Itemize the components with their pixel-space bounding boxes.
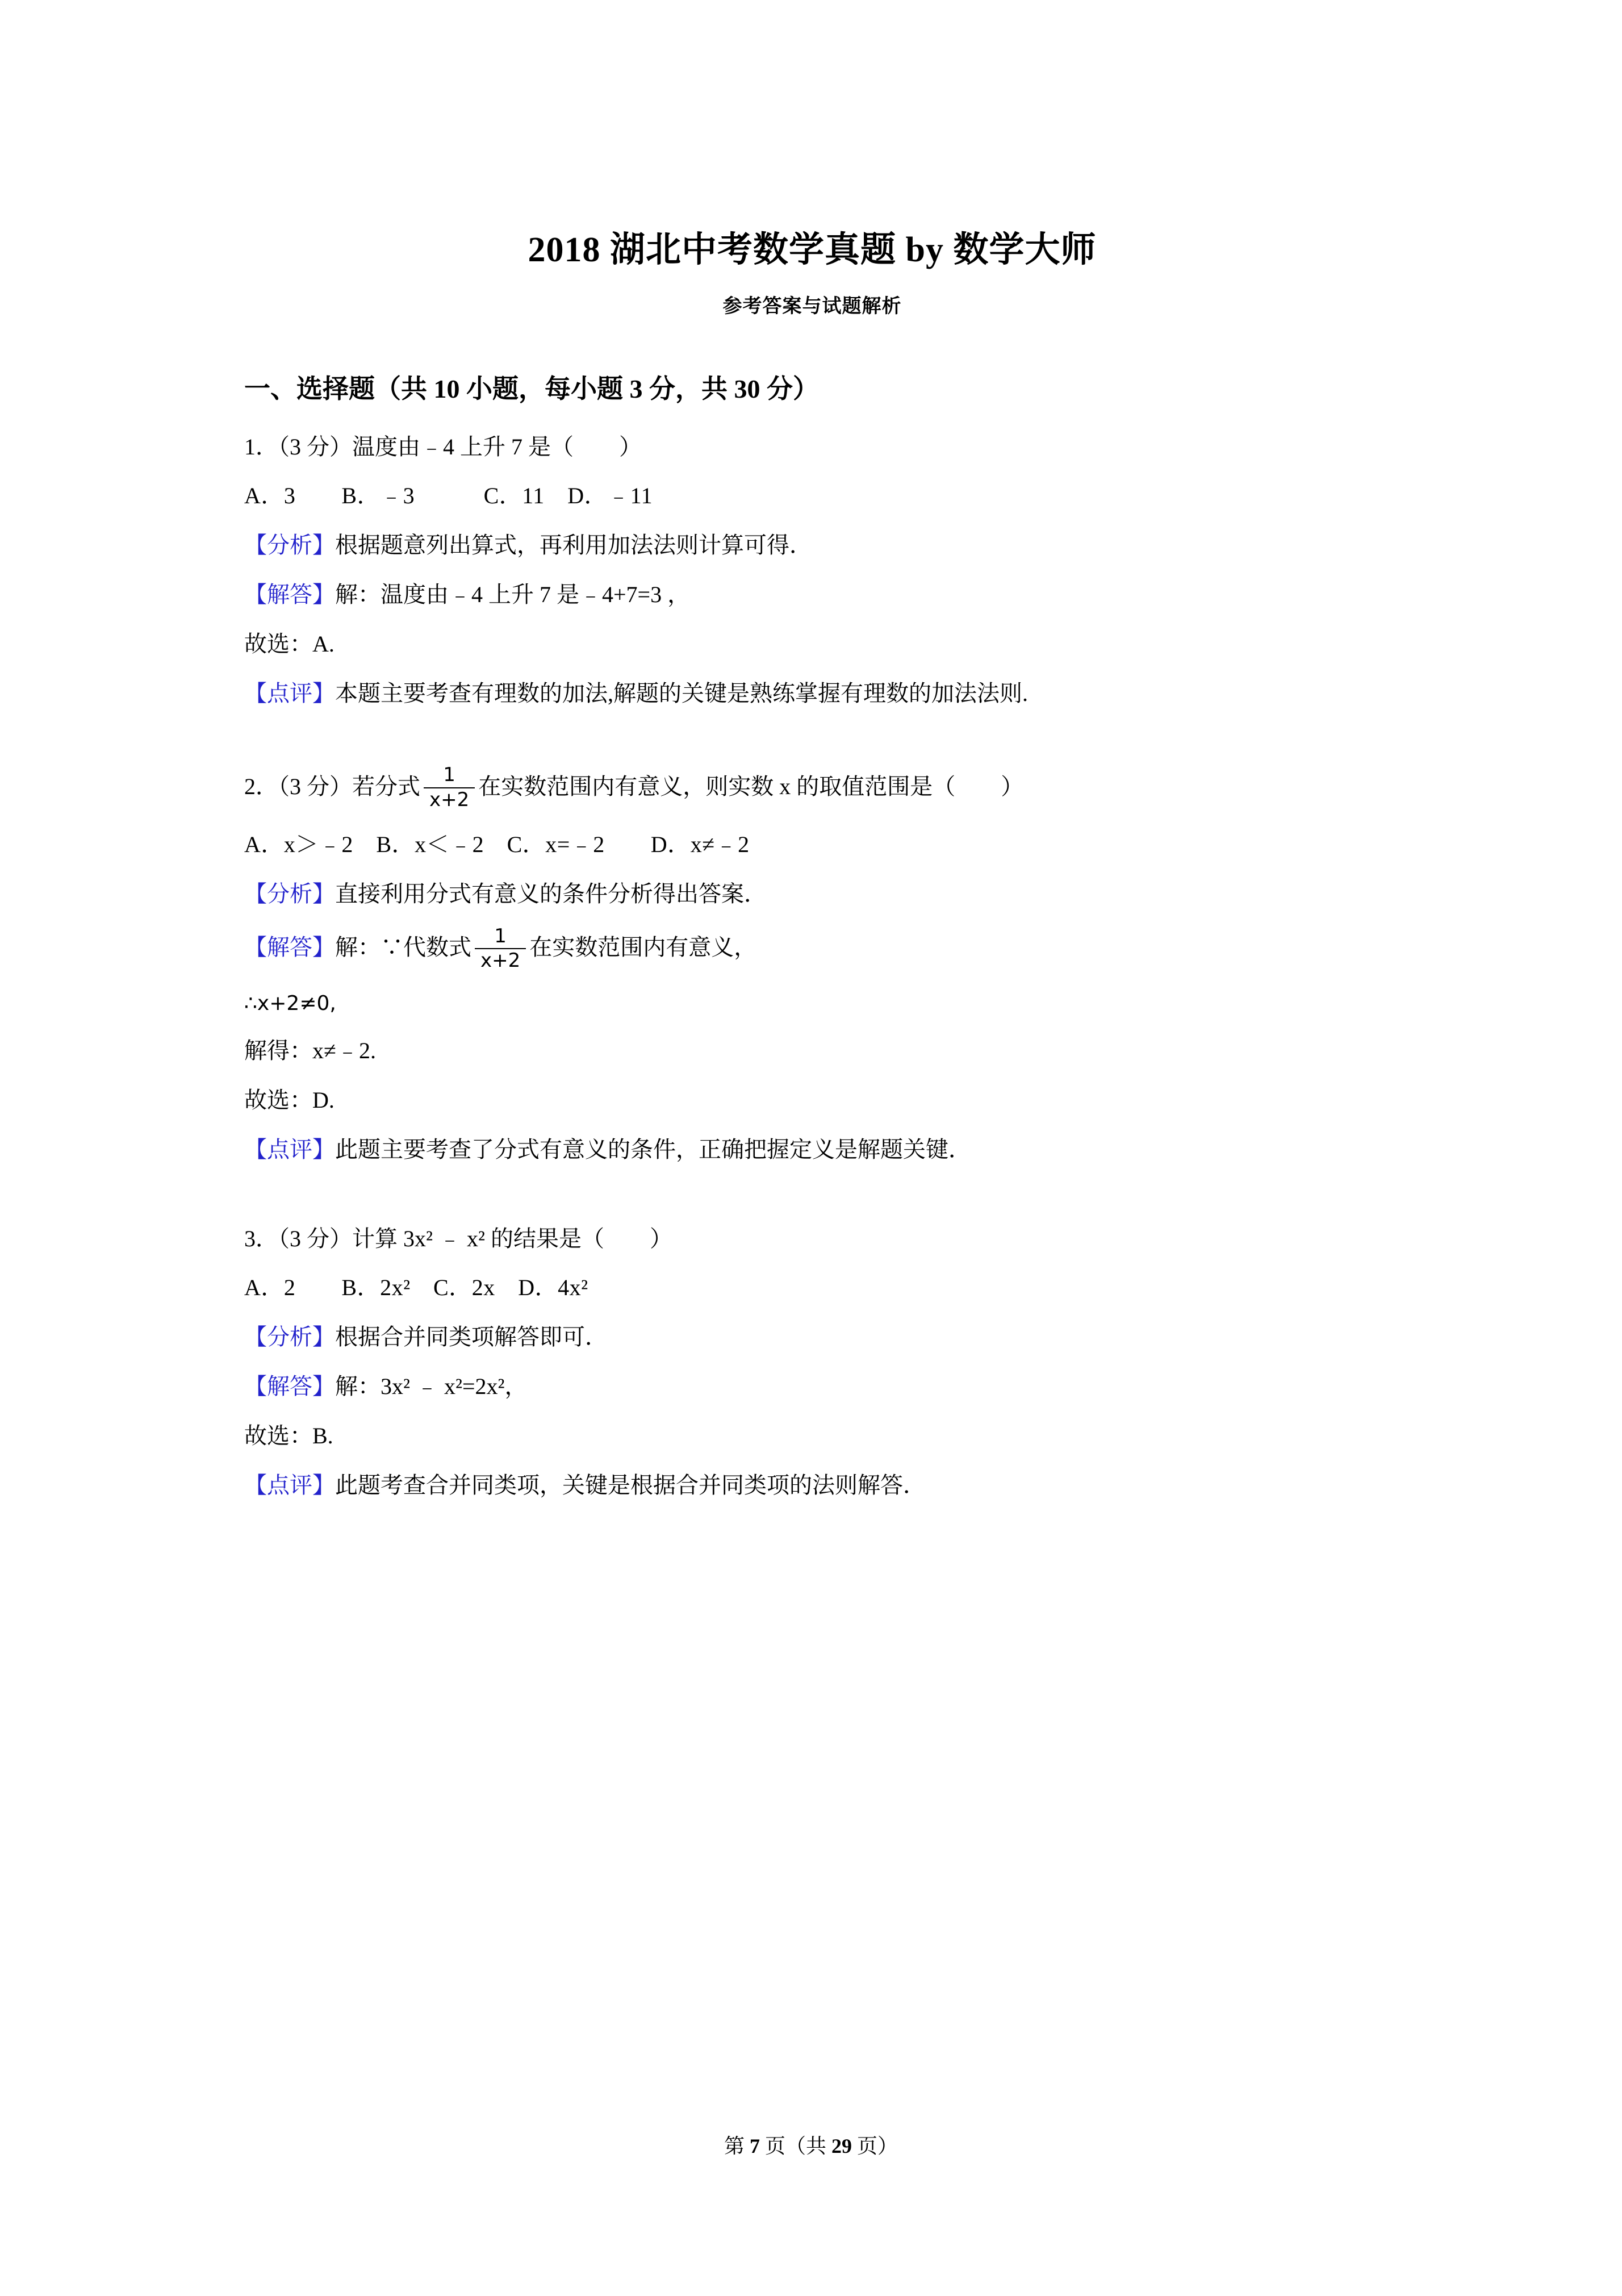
section-heading: 一、选择题（共 10 小题，每小题 3 分，共 30 分） [244,374,819,403]
question-3-analysis [244,1319,1380,1356]
question-2-answer-line4: 故选：D. [244,1087,335,1113]
question-2-answer-post: 在实数范围内有意义， [529,934,757,961]
footer-suffix: 页） [852,2135,898,2157]
question-2-comment [244,1132,1380,1168]
fraction-one-over-x-plus-2 [475,926,526,971]
question-2-comment-text: 此题主要考查了分式有意义的条件，正确把握定义是解题关键． [335,1136,971,1162]
question-2-analysis-text: 直接利用分式有意义的条件分析得出答案． [335,880,767,907]
question-2-stem-post: 在实数范围内有意义，则实数 x 的取值范围是（ ） [478,774,1024,800]
answer-label: 【解答】 [244,934,335,961]
question-1-analysis [244,527,1380,564]
page-subtitle: 参考答案与试题解析 [722,295,902,317]
footer-middle: 页（共 [759,2135,831,2157]
fraction-denominator: x+2 [429,788,470,812]
fraction-one-over-x-plus-2 [424,765,475,810]
question-3-comment-text: 此题考查合并同类项，关键是根据合并同类项的法则解答． [335,1472,926,1498]
question-3-analysis-text: 根据合并同类项解答即可． [335,1324,608,1350]
question-1-stem: 1．（3 分）温度由﹣4 上升 7 是（ ） [244,433,642,460]
fraction-numerator: 1 [494,924,507,947]
question-1-comment [244,675,1380,712]
fraction-numerator: 1 [443,763,455,787]
spacer [244,729,1380,764]
question-3-stem: 3．（3 分）计算 3x² ﹣ x² 的结果是（ ） [244,1225,672,1251]
question-1-options: A．3 B．﹣3 C．11 D．﹣11 [244,483,653,509]
question-3 [244,1221,1380,1504]
question-1-comment-text: 本题主要考查有理数的加法,解题的关键是熟练掌握有理数的加法法则. [335,680,1028,706]
analysis-label: 【分析】 [244,1324,335,1350]
page-content [244,227,1380,1521]
question-1-answer-text: 解：温度由﹣4 上升 7 是﹣4+7=3 ， [335,581,691,607]
question-3-options: A．2 B．2x² C．2x D．4x² [244,1275,588,1301]
question-1-answer [244,577,1380,613]
spacer [244,1185,1380,1221]
answer-label: 【解答】 [244,581,335,607]
comment-label: 【点评】 [244,680,335,706]
question-3-answer-text: 解：3x² ﹣ x²=2x²， [335,1374,528,1400]
question-3-comment [244,1467,1380,1504]
question-2-analysis [244,876,1380,913]
analysis-label: 【分析】 [244,880,335,907]
question-1-analysis-text: 根据题意列出算式，再利用加法法则计算可得． [335,532,812,558]
footer-total-pages: 29 [831,2135,852,2157]
question-2-answer [244,925,1380,971]
comment-label: 【点评】 [244,1472,335,1498]
footer-prefix: 第 [724,2135,750,2157]
answer-label: 【解答】 [244,1374,335,1400]
question-3-answer [244,1368,1380,1405]
page-footer [0,2130,1622,2159]
comment-label: 【点评】 [244,1136,335,1162]
footer-page-number: 7 [749,2135,760,2157]
question-2-stem-pre: 2．（3 分）若分式 [244,774,420,800]
page-title: 2018 湖北中考数学真题 by 数学大师 [528,231,1097,269]
question-2-answer-line2: ∴x+2≠0, [244,991,336,1015]
question-3-answer-choice: 故选：B. [244,1422,333,1448]
question-2 [244,764,1380,1168]
question-2-options: A．x＞﹣2 B．x＜﹣2 C．x=﹣2 D．x≠﹣2 [244,831,750,857]
question-2-answer-line3: 解得：x≠﹣2. [244,1038,376,1064]
fraction-denominator: x+2 [480,949,521,972]
question-2-answer-pre: 解：∵代数式 [335,934,471,961]
question-1-answer-choice: 故选：A. [244,631,335,657]
question-1 [244,429,1380,712]
analysis-label: 【分析】 [244,532,335,558]
question-2-stem [244,764,1380,810]
